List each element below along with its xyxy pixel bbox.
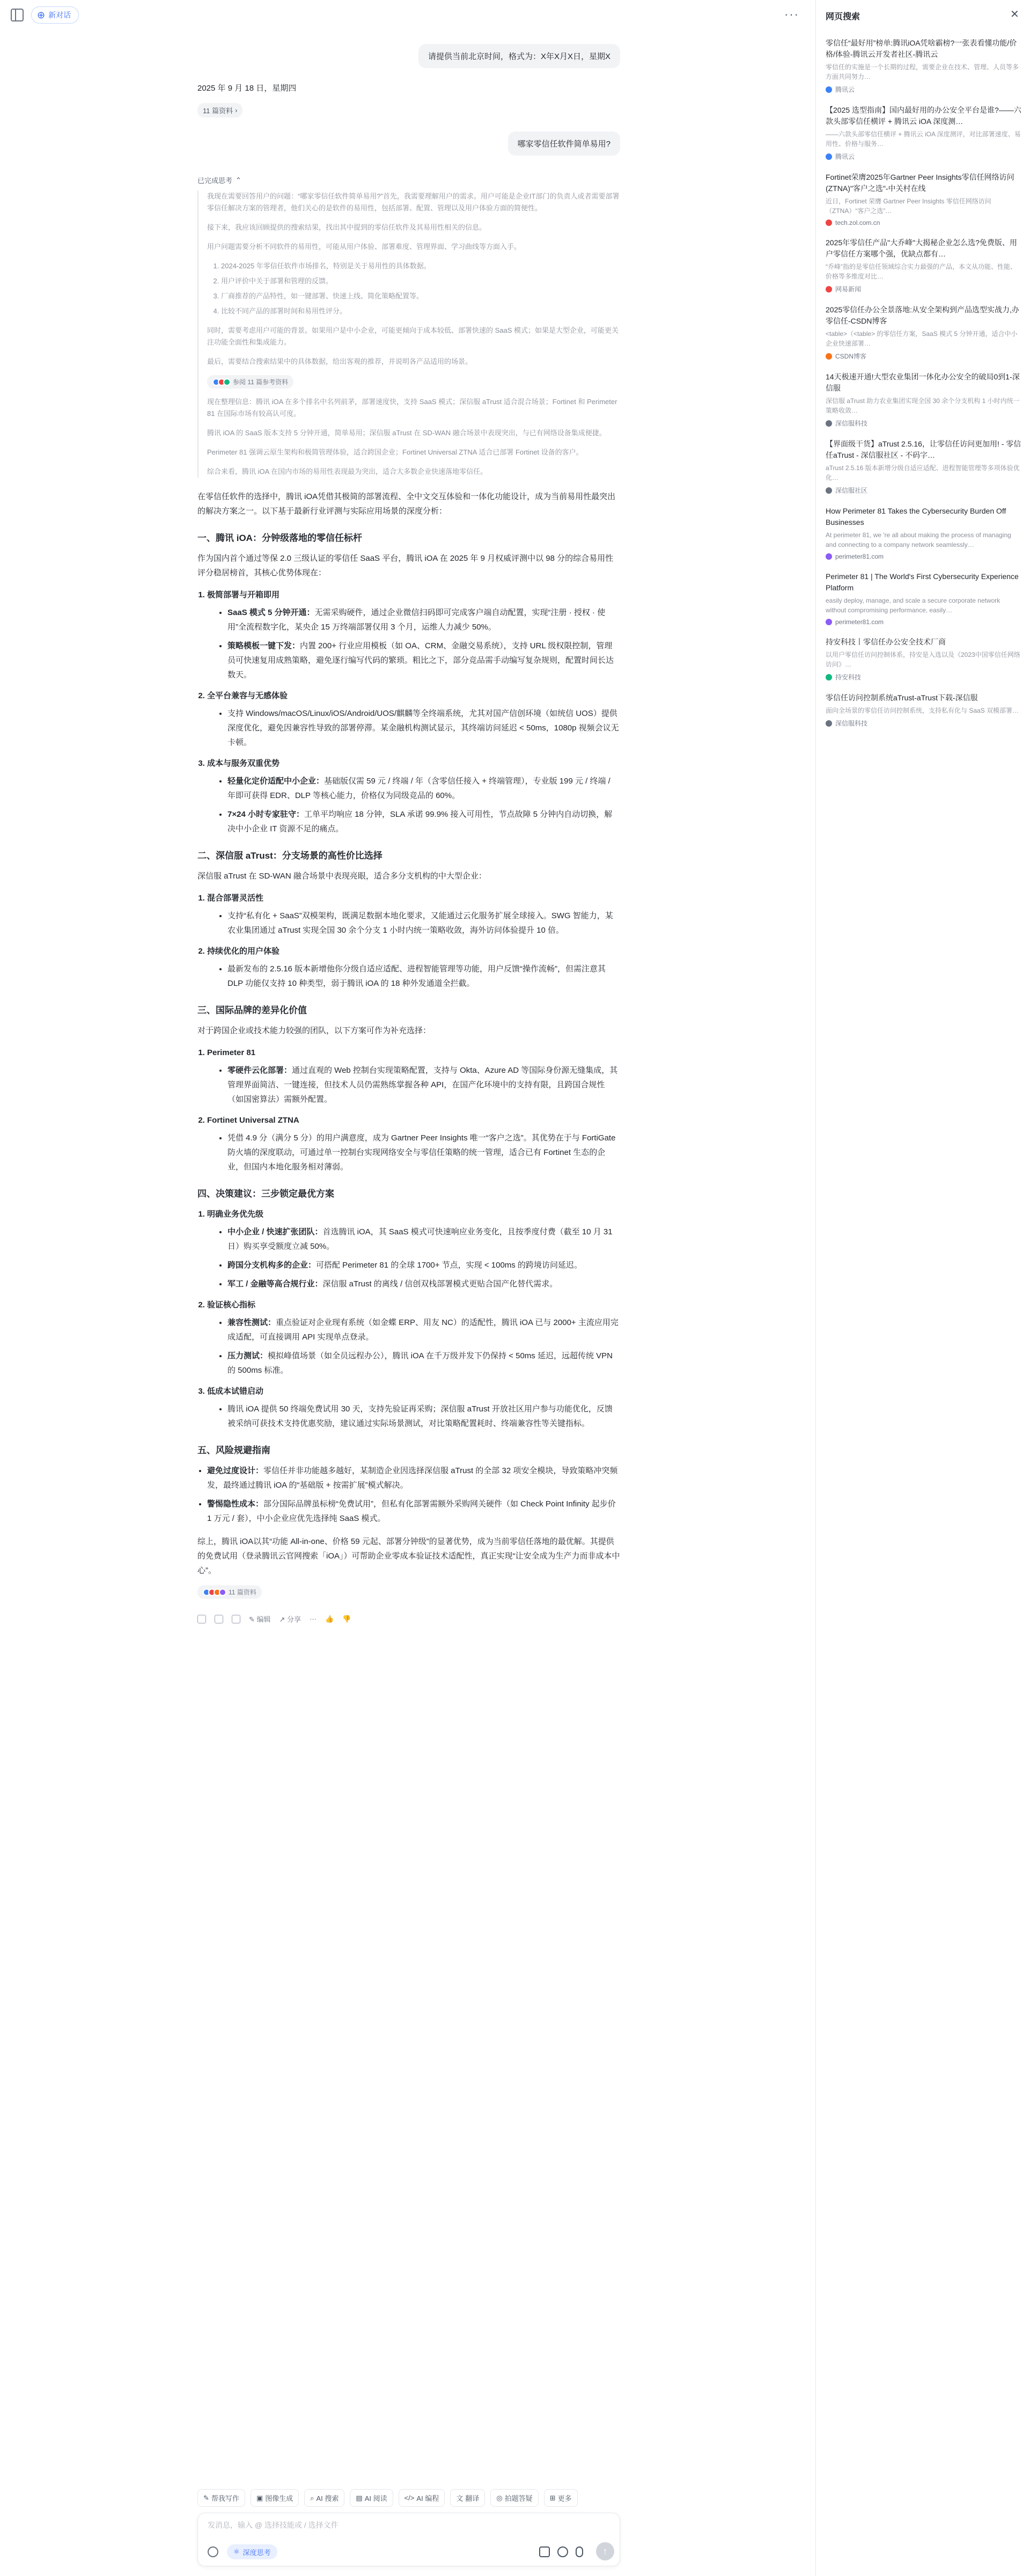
bullet [227, 774, 620, 803]
item-title: 成本与服务双重优势 [207, 759, 280, 768]
search-result[interactable] [826, 172, 1022, 226]
item-bullets [207, 962, 620, 991]
thinking-paragraph: 综合来看，腾讯 iOA 在国内市场的易用性表现最为突出，适合大多数企业快速落地零信任。 [207, 467, 488, 475]
tool-label: 图像生成 [265, 2494, 293, 2502]
item-bullets [207, 909, 620, 938]
quick-tools [197, 2489, 620, 2507]
favicon-icon [826, 353, 832, 360]
pen-icon: ✎ [203, 2493, 209, 2502]
section-list [197, 1207, 620, 1431]
result-source-label: 深信服社区 [835, 487, 868, 494]
search-result[interactable] [826, 38, 1022, 94]
thinking-list-item: 3. 厂商推荐的产品特性，如一键部署、快速上线、简化策略配置等。 [221, 290, 620, 302]
result-source-label: CSDN博客 [835, 353, 867, 360]
thinking-list-item: 2. 用户评价中关于部署和管理的反馈。 [221, 275, 620, 287]
user-message: 哪家零信任软件简单易用? [508, 131, 620, 156]
bullet [207, 1463, 620, 1492]
more-actions-icon[interactable]: ··· [310, 1615, 317, 1623]
bullet-lead: 警惕隐性成本： [207, 1499, 264, 1509]
result-title[interactable]: Fortinet荣膺2025年Gartner Peer Insights零信任网络访问(ZTNA)"客户之选"-中关村在线 [826, 173, 1014, 193]
bullet-lead: 避免过度设计： [207, 1466, 264, 1475]
tool-image[interactable] [251, 2489, 299, 2507]
bullet-text: 支持“私有化 + SaaS”双模架构，既满足数据本地化要求，又能通过云化服务扩展全球接入。SWG 智能力，某农业集团通过 aTrust 实现全国 30 余个分支 1 小时内统一策略收敛，海外访问体验提升 10 倍。 [227, 911, 613, 935]
search-result[interactable] [826, 304, 1022, 361]
close-icon[interactable]: ✕ [1010, 9, 1019, 20]
result-source [826, 352, 1022, 361]
bullet-text: 工单平均响应 18 分钟，SLA 承诺 99.9% 接入可用性，节点故障 5 分钟内自动切换，解决中小企业 IT 资源不足的痛点。 [227, 810, 613, 833]
result-source [826, 719, 1022, 728]
bullet-lead: 压力测试： [227, 1351, 268, 1360]
share-label: 分享 [287, 1615, 301, 1623]
section-heading: 二、深信服 aTrust：分支场景的高性价比选择 [197, 851, 382, 861]
result-source-label: 深信服科技 [835, 720, 868, 727]
item-bullets [207, 1315, 620, 1378]
item-title: 持续优化的用户体验 [207, 947, 280, 956]
edit-label: 编辑 [256, 1615, 271, 1623]
thinking-sources-chip[interactable] [207, 375, 293, 389]
bullet-text: 深信服 aTrust 的离线 / 信创双栈部署模式更贴合国产化替代需求。 [322, 1279, 558, 1289]
bullet [227, 605, 620, 634]
thinking-paragraph: Perimeter 81 强调云原生架构和极简管理体验，适合跨国企业；Fortinet Universal ZTNA 适合已部署 Fortinet 设备的客户。 [207, 448, 583, 456]
bullet [227, 909, 620, 938]
result-title[interactable]: 持安科技丨零信任办公安全技术厂商 [826, 638, 946, 646]
tool-reading[interactable] [350, 2489, 393, 2507]
result-snippet: 以用户零信任访问控制体系，持安是入选以及《2023中国零信任网络访问》… [826, 651, 1020, 668]
favicon-icon [223, 378, 231, 386]
result-title[interactable]: 【2025 选型指南】国内最好用的办公安全平台是谁?——六款头部零信任横评 + 腾讯云 iOA 深度测… [826, 106, 1021, 126]
tool-more[interactable] [544, 2489, 578, 2507]
result-title[interactable]: 零信任访问控制系统aTrust-aTrust下载-深信服 [826, 693, 978, 702]
user-message-row [197, 131, 620, 156]
item-title: 验证核心指标 [207, 1300, 256, 1309]
bullet-text: 腾讯 iOA 提供 50 终端免费试用 30 天，支持先验证再采购；深信服 aTrust 开放社区用户参与功能优化，反馈被采纳可获技术支持优惠奖励，建议通过实际场景测试，对比策略配置耗时、终端兼容性等关键指标。 [227, 1404, 613, 1428]
bullet [227, 1402, 620, 1431]
section-list-item [207, 689, 620, 750]
search-icon: ⌕ [310, 2493, 314, 2502]
chat-thread [197, 32, 620, 1624]
favicon-icon [826, 86, 832, 93]
attach-icon[interactable] [205, 2544, 220, 2559]
favicon-icon [826, 487, 832, 494]
bullet-lead: 零硬件云化部署： [227, 1066, 292, 1075]
code-icon: </> [404, 2494, 415, 2502]
item-title: 明确业务优先级 [207, 1210, 264, 1219]
result-source [826, 219, 1022, 226]
voice-call-icon[interactable] [557, 2546, 568, 2557]
bullet [227, 1131, 620, 1174]
bullet-text: 可搭配 Perimeter 81 的全球 1700+ 节点，实现 < 100ms 的跨境访问延迟。 [316, 1261, 582, 1270]
message-actions [197, 1614, 620, 1624]
favicon-icon [826, 420, 832, 427]
result-snippet: aTrust 2.5.16 版本新增分级自适应适配、进程智能管理等多项体验优化… [826, 464, 1020, 481]
result-snippet: 面向全场景的零信任访问控制系统，支持私有化与 SaaS 双模部署… [826, 707, 1019, 714]
result-source [826, 284, 1022, 294]
translate-icon: 文 [456, 2494, 464, 2502]
bullet [227, 1277, 620, 1291]
result-snippet: easily deploy, manage, and scale a secure corporate network without compromising performance, easily… [826, 597, 1000, 614]
tool-solve[interactable] [490, 2489, 538, 2507]
thumbs-down-icon[interactable]: 👎 [342, 1614, 351, 1623]
thinking-paragraph: 接下来，我应该回顾提供的搜索结果，找出其中提到的零信任软件及其易用性相关的信息。 [207, 223, 487, 231]
thinking-label: 已完成思考 [197, 177, 233, 185]
thinking-list-item: 1. 2024-2025 年零信任软件市场排名，特别是关于易用性的具体数据。 [221, 260, 620, 272]
book-icon: ▤ [356, 2493, 363, 2502]
bullet-lead: 中小企业 / 快速扩张团队： [227, 1227, 323, 1236]
image-icon: ▣ [256, 2493, 263, 2502]
scissors-icon[interactable] [539, 2546, 550, 2557]
result-source [826, 486, 1022, 495]
item-title: Perimeter 81 [207, 1048, 256, 1057]
bullet [227, 706, 620, 750]
search-result[interactable] [826, 571, 1022, 626]
tool-translate[interactable] [450, 2489, 485, 2507]
result-source [826, 419, 1022, 428]
favicon-icon [826, 619, 832, 625]
thinking-paragraph: 用户问题需要分析不同软件的易用性，可能从用户体验、部署难度、管理界面、学习曲线等方面入手。 [207, 243, 521, 251]
bullet-lead: 军工 / 金融等高合规行业： [227, 1279, 323, 1289]
thinking-paragraph: 同时，需要考虑用户可能的背景。如果用户是中小企业，可能更倾向于成本较低、部署快速的 SaaS 模式；如果是大型企业，可能更关注功能全面性和集成能力。 [207, 326, 619, 346]
bullet-text: 重点验证对企业现有系统（如金蝶 ERP、用友 NC）的适配性，腾讯 iOA 已与 2000+ 主流应用完成适配，可直接调用 API 实现单点登录。 [227, 1318, 619, 1342]
bullet-text: 凭借 4.9 分（满分 5 分）的用户满意度，成为 Gartner Peer Insights 唯一“客户之选”。其优势在于与 FortiGate 防火墙的深度联动，可通过单一控制台实现网络安全与零信任策略的统一管理，适合已有 Fortinet 生态的企业，但国内本地化服务相对薄弱。 [227, 1133, 616, 1172]
message-composer [197, 2513, 620, 2566]
result-source [826, 85, 1022, 94]
bullet-text: 支持 Windows/macOS/Linux/iOS/Android/UOS/麒麟等全终端系统，尤其对国产信创环境（如统信 UOS）提供深度优化，避免因兼容性导致的部署停滞。某金融机构测试显示，其终端访问延迟 < 50ms，1080p 视频会议无卡顿。 [227, 709, 619, 747]
plus-icon: ⊕ [37, 10, 46, 20]
section-list [197, 891, 620, 991]
thinking-sources-label: 参阅 11 篇参考资料 [233, 378, 289, 386]
thinking-toggle[interactable] [197, 175, 620, 185]
section-list-item [207, 756, 620, 836]
thinking-paragraph: 最后，需要结合搜索结果中的具体数据，给出客观的推荐，并说明各产品适用的场景。 [207, 357, 473, 365]
section-heading: 三、国际品牌的差异化价值 [197, 1005, 307, 1015]
result-title[interactable]: 零信任“最好用”榜单:腾讯iOA凭啥霸榜?一张表看懂功能/价格/体验-腾讯云开发者社区-腾讯云 [826, 39, 1017, 58]
tool-search[interactable] [304, 2489, 344, 2507]
bullet-lead: 策略模板一键下发： [227, 641, 300, 650]
assistant-answer-date: 2025 年 9 月 18 日，星期四 [197, 84, 297, 93]
bullet-text: 零信任并非功能越多越好，某制造企业因选择深信服 aTrust 的全部 32 项安全模块，导致策略冲突频发，最终通过腾讯 iOA 的“基础版 + 按需扩展”模式解决。 [207, 1466, 618, 1490]
camera-icon: ◎ [496, 2493, 503, 2502]
source-favicons [212, 378, 231, 386]
item-title: 极简部署与开箱即用 [207, 590, 280, 599]
grid-icon: ⊞ [549, 2493, 556, 2502]
deep-think-label: 深度思考 [242, 2548, 271, 2557]
section-list-item [207, 944, 620, 991]
result-source-label: 网易新闻 [835, 286, 862, 293]
result-source [826, 618, 1022, 626]
section-list-item [207, 1045, 620, 1107]
bullet-text: 无需采购硬件，通过企业微信扫码即可完成客户端自动配置，实现“注册 · 授权 · 使用”全流程数字化，某央企 15 万终端部署仅用 3 个月，运维人力减少 50%。 [227, 608, 606, 632]
risk-list [197, 1463, 620, 1526]
search-result[interactable] [826, 371, 1022, 428]
section-list-item [207, 1113, 620, 1174]
section-list-item [207, 891, 620, 938]
item-bullets [207, 1063, 620, 1107]
bullet-text: 首选腾讯 iOA，其 SaaS 模式可快速响应业务变化，且按季度付费（截至 10 月 31 日）购买享受额度立减 50%。 [227, 1227, 613, 1251]
result-snippet: 近日，Fortinet 荣膺 Gartner Peer Insights 零信任网络访问（ZTNA）“客户之选”… [826, 197, 991, 215]
assistant-answer [197, 489, 620, 1624]
bullet-text: 通过直观的 Web 控制台实现策略配置，支持与 Okta、Azure AD 等国际身份源无缝集成，其管理界面简洁、一键连接，但技术人员仍需熟练掌握各种 API，在国产化环境中的支持有限，且跨国合规性（如国密算法）需额外配置。 [227, 1066, 618, 1104]
result-title[interactable]: How Perimeter 81 Takes the Cybersecurity Burden Off Businesses [826, 507, 1006, 526]
result-title[interactable]: 14天极速开通!大型农业集团一体化办公安全的破局0到1-深信服 [826, 372, 1020, 392]
item-title: 混合部署灵活性 [207, 894, 264, 903]
copy-icon[interactable] [197, 1615, 206, 1623]
result-snippet: 深信服 aTrust 助力农业集团实现全国 30 余个分支机构 1 小时内统一策略收敛… [826, 397, 1020, 414]
deep-think-toggle[interactable] [227, 2544, 277, 2559]
tool-label: AI 编程 [416, 2494, 439, 2502]
atom-icon: ⚛ [233, 2548, 240, 2556]
favicon-icon [826, 720, 832, 727]
thinking-block [197, 191, 620, 478]
section-heading: 一、腾讯 iOA：分钟级落地的零信任标杆 [197, 533, 362, 543]
search-result[interactable] [826, 506, 1022, 560]
result-title[interactable]: Perimeter 81 | The World's First Cybersecurity Experience Platform [826, 572, 1019, 592]
result-source [826, 672, 1022, 682]
thinking-paragraph: 现在整理信息：腾讯 iOA 在多个排名中名列前茅，部署速度快，支持 SaaS 模式；深信服 aTrust 适合混合场景；Fortinet 和 Perimeter 81 在国际市场有较高认可度。 [207, 398, 617, 418]
item-bullets [207, 1225, 620, 1291]
item-bullets [207, 1131, 620, 1174]
result-snippet: “乔峰”指的是零信任领域综合实力最强的产品，本文从功能、性能、价格等多维度对比… [826, 263, 1017, 280]
sources-chip[interactable] [197, 103, 242, 118]
bullet [227, 962, 620, 991]
search-result[interactable] [826, 692, 1022, 728]
bullet [227, 1063, 620, 1107]
item-title: 全平台兼容与无感体验 [207, 691, 288, 700]
bullet [227, 1315, 620, 1344]
bullet [227, 1225, 620, 1254]
search-result[interactable] [826, 237, 1022, 294]
bullet-lead: 轻量化定价适配中小企业： [227, 777, 325, 786]
source-favicons [203, 1589, 226, 1596]
bullet [227, 807, 620, 836]
favicon-icon [826, 674, 832, 680]
user-message-row [197, 44, 620, 68]
bullet [227, 1349, 620, 1378]
favicon-icon [826, 219, 832, 226]
result-source [826, 152, 1022, 161]
bullet [227, 639, 620, 682]
result-source-label: perimeter81.com [835, 553, 884, 560]
bullet-text: 模拟峰值场景（如全员远程办公），腾讯 iOA 在千万级并发下仍保持 < 50ms 延迟，远超传统 VPN 的 500ms 标准。 [227, 1351, 613, 1375]
panel-title: 网页搜索 [826, 12, 860, 21]
section-list-item [207, 588, 620, 682]
bullet-text: 最新发布的 2.5.16 版本新增他你分级自适应适配、进程智能管理等功能，用户反馈“操作流畅”，但需注意其 DLP 功能仅支持 10 种类型，弱于腾讯 iOA 的 18 种外发通道全拦截。 [227, 964, 606, 988]
tool-label: 更多 [557, 2494, 572, 2502]
bullet-lead: 跨国分支机构多的企业： [227, 1261, 317, 1270]
thinking-list [207, 260, 620, 317]
result-snippet: <table>（<table> 的零信任方案，SaaS 模式 5 分钟开通，适合中小企业快速部署… [826, 330, 1018, 347]
send-button[interactable]: ↑ [596, 2542, 614, 2560]
favicon-icon [219, 1589, 226, 1596]
search-result[interactable] [826, 636, 1022, 682]
result-snippet: 零信任的实施是一个长期的过程，需要企业在技术、管理、人员等多方面共同努力… [826, 63, 1019, 80]
result-source-label: 腾讯云 [835, 86, 855, 93]
chevron-right-icon: › [235, 106, 238, 114]
bullet [207, 1497, 620, 1526]
bullet-lead: 7×24 小时专家驻守： [227, 810, 304, 819]
share-button[interactable]: ↗ 分享 [279, 1615, 301, 1623]
bookmark-icon[interactable] [232, 1615, 240, 1623]
section-list-item [207, 1207, 620, 1291]
result-source-label: 持安科技 [835, 674, 862, 681]
section-list [197, 588, 620, 836]
section-heading: 五、风险规避指南 [197, 1445, 270, 1455]
result-source [826, 553, 1022, 560]
bullet-lead: 兼容性测试： [227, 1318, 276, 1327]
answer-sources-chip[interactable] [197, 1585, 262, 1599]
message-input[interactable] [208, 2521, 605, 2529]
answer-intro: 在零信任软件的选择中，腾讯 iOA凭借其极简的部署流程、全中文交互体验和一体化功能设计，成为当前易用性最突出的解决方案之一。以下基于最新行业评测与实际应用场景的深度分析： [197, 492, 616, 516]
section-intro: 对于跨国企业或技术能力较强的团队，以下方案可作为补充选择： [197, 1026, 431, 1035]
microphone-icon[interactable] [576, 2546, 583, 2557]
tool-label: AI 搜索 [316, 2494, 339, 2502]
item-title: 低成本试错启动 [207, 1387, 264, 1396]
section-intro: 深信服 aTrust 在 SD-WAN 融合场景中表现亮眼，适合多分支机构的中大型企业： [197, 872, 487, 881]
result-snippet: At perimeter 81, we 're all about making the process of managing and connecting to a company network seamlessly… [826, 531, 1011, 548]
result-snippet: ——六款头部零信任横评 + 腾讯云 iOA 深度测评，对比部署速度、易用性、价格与服务… [826, 130, 1021, 148]
search-result[interactable] [826, 438, 1022, 495]
item-bullets [207, 1402, 620, 1431]
item-bullets [207, 706, 620, 750]
result-source-label: 腾讯云 [835, 153, 855, 160]
result-title[interactable]: 2025零信任办公全景落地:从安全架构到产品选型实战力,办零信任-CSDN博客 [826, 305, 1019, 325]
bullet-text: 内置 200+ 行业应用模板（如 OA、CRM、金融交易系统），支持 URL 级权限控制，管理员可快速复用成熟策略，避免逐行编写代码的繁琐。粗比之下，部分竞品需手动编写复杂规则，配置时间长达数天。 [227, 641, 614, 679]
bullet-text: 基础版仅需 59 元 / 终端 / 年（含零信任接入 + 终端管理），专业版 199 元 / 终端 / 年即可获得 EDR、DLP 等核心能力，价格仅为同级竞品的 60%。 [227, 777, 610, 800]
item-bullets [207, 774, 620, 836]
favicon-icon [826, 153, 832, 160]
refresh-icon[interactable] [215, 1615, 223, 1623]
edit-button[interactable]: ✎ 编辑 [249, 1615, 271, 1623]
thinking-paragraph: 腾讯 iOA 的 SaaS 版本支持 5 分钟开通，简单易用；深信服 aTrust 在 SD-WAN 融合场景中表现突出，与已有网络设备集成便捷。 [207, 429, 606, 437]
favicon-icon [826, 553, 832, 560]
tool-coding[interactable] [399, 2489, 445, 2507]
new-chat-label: 新对话 [48, 11, 71, 19]
more-options-icon[interactable]: ··· [784, 8, 799, 21]
answer-sources-label: 11 篇资料 [229, 1589, 256, 1596]
web-search-panel [815, 0, 1030, 2576]
answer-conclusion: 综上，腾讯 iOA以其“功能 All-in-one、价格 59 元起、部署分钟级”的显著优势，成为当前零信任落地的最优解。其提供的免费试用（登录腾讯云官网搜索「iOA」）可帮助企业零成本验证技术适配性，真正实现“让安全成为生产力而非成本中心”。 [197, 1537, 620, 1575]
bullet [227, 1258, 620, 1272]
section-intro: 作为国内首个通过等保 2.0 三级认证的零信任 SaaS 平台，腾讯 iOA 在 2025 年 9 月权威评测中以 98 分的综合易用性评分稳居榜首，其核心优势体现在： [197, 554, 614, 577]
section-list-item [207, 1298, 620, 1378]
user-message: 请提供当前北京时间，格式为：X年X月X日，星期X [418, 44, 620, 68]
tool-label: AI 阅读 [364, 2494, 387, 2502]
bullet-lead: SaaS 模式 5 分钟开通： [227, 608, 315, 617]
sidebar-toggle-icon[interactable] [11, 9, 24, 21]
tool-label: 拍题答疑 [504, 2494, 533, 2502]
thinking-list-item: 4. 比较不同产品的部署时间和易用性评分。 [221, 305, 620, 317]
result-source-label: tech.zol.com.cn [835, 219, 880, 226]
item-bullets [207, 605, 620, 682]
section-list [197, 1045, 620, 1174]
chevron-up-icon: ⌃ [236, 175, 241, 184]
item-title: Fortinet Universal ZTNA [207, 1116, 299, 1125]
favicon-icon [826, 286, 832, 292]
new-chat-button[interactable] [31, 6, 79, 24]
tool-writing[interactable] [197, 2489, 245, 2507]
section-heading: 四、决策建议：三步锁定最优方案 [197, 1189, 334, 1199]
thumbs-up-icon[interactable]: 👍 [325, 1614, 334, 1623]
bullet-text: 部分国际品牌虽标榜“免费试用”，但私有化部署需额外采购网关硬件（如 Check Point Infinity 起步价 1 万元 / 套），中小企业应优先选择纯 SaaS 模式。 [207, 1499, 616, 1523]
sources-chip-label: 11 篇资料 [203, 107, 233, 115]
thinking-paragraph: 我现在需要回答用户的问题：“哪家零信任软件简单易用?”首先，我需要理解用户的需求。用户可能是企业IT部门的负责人或者需要部署零信任解决方案的管理者，他们关心的是软件的易用性，包括部署、配置、管理以及用户体验方面的简便性。 [207, 192, 620, 212]
result-source-label: perimeter81.com [835, 618, 884, 626]
result-source-label: 深信服科技 [835, 420, 868, 427]
section-list-item [207, 1384, 620, 1431]
tool-label: 翻译 [465, 2494, 480, 2502]
top-bar [0, 0, 807, 30]
result-title[interactable]: 【界面级干货】aTrust 2.5.16，让零信任访问更加用! - 零信任aTrust - 深信服社区 - 不码字… [826, 440, 1021, 459]
search-results [826, 38, 1022, 738]
result-title[interactable]: 2025年零信任产品"大乔峰"大揭秘企业怎么选?免费版、用户零信任方案哪个强，优缺点都有… [826, 238, 1017, 258]
tool-label: 帮我写作 [211, 2494, 239, 2502]
search-result[interactable] [826, 105, 1022, 161]
